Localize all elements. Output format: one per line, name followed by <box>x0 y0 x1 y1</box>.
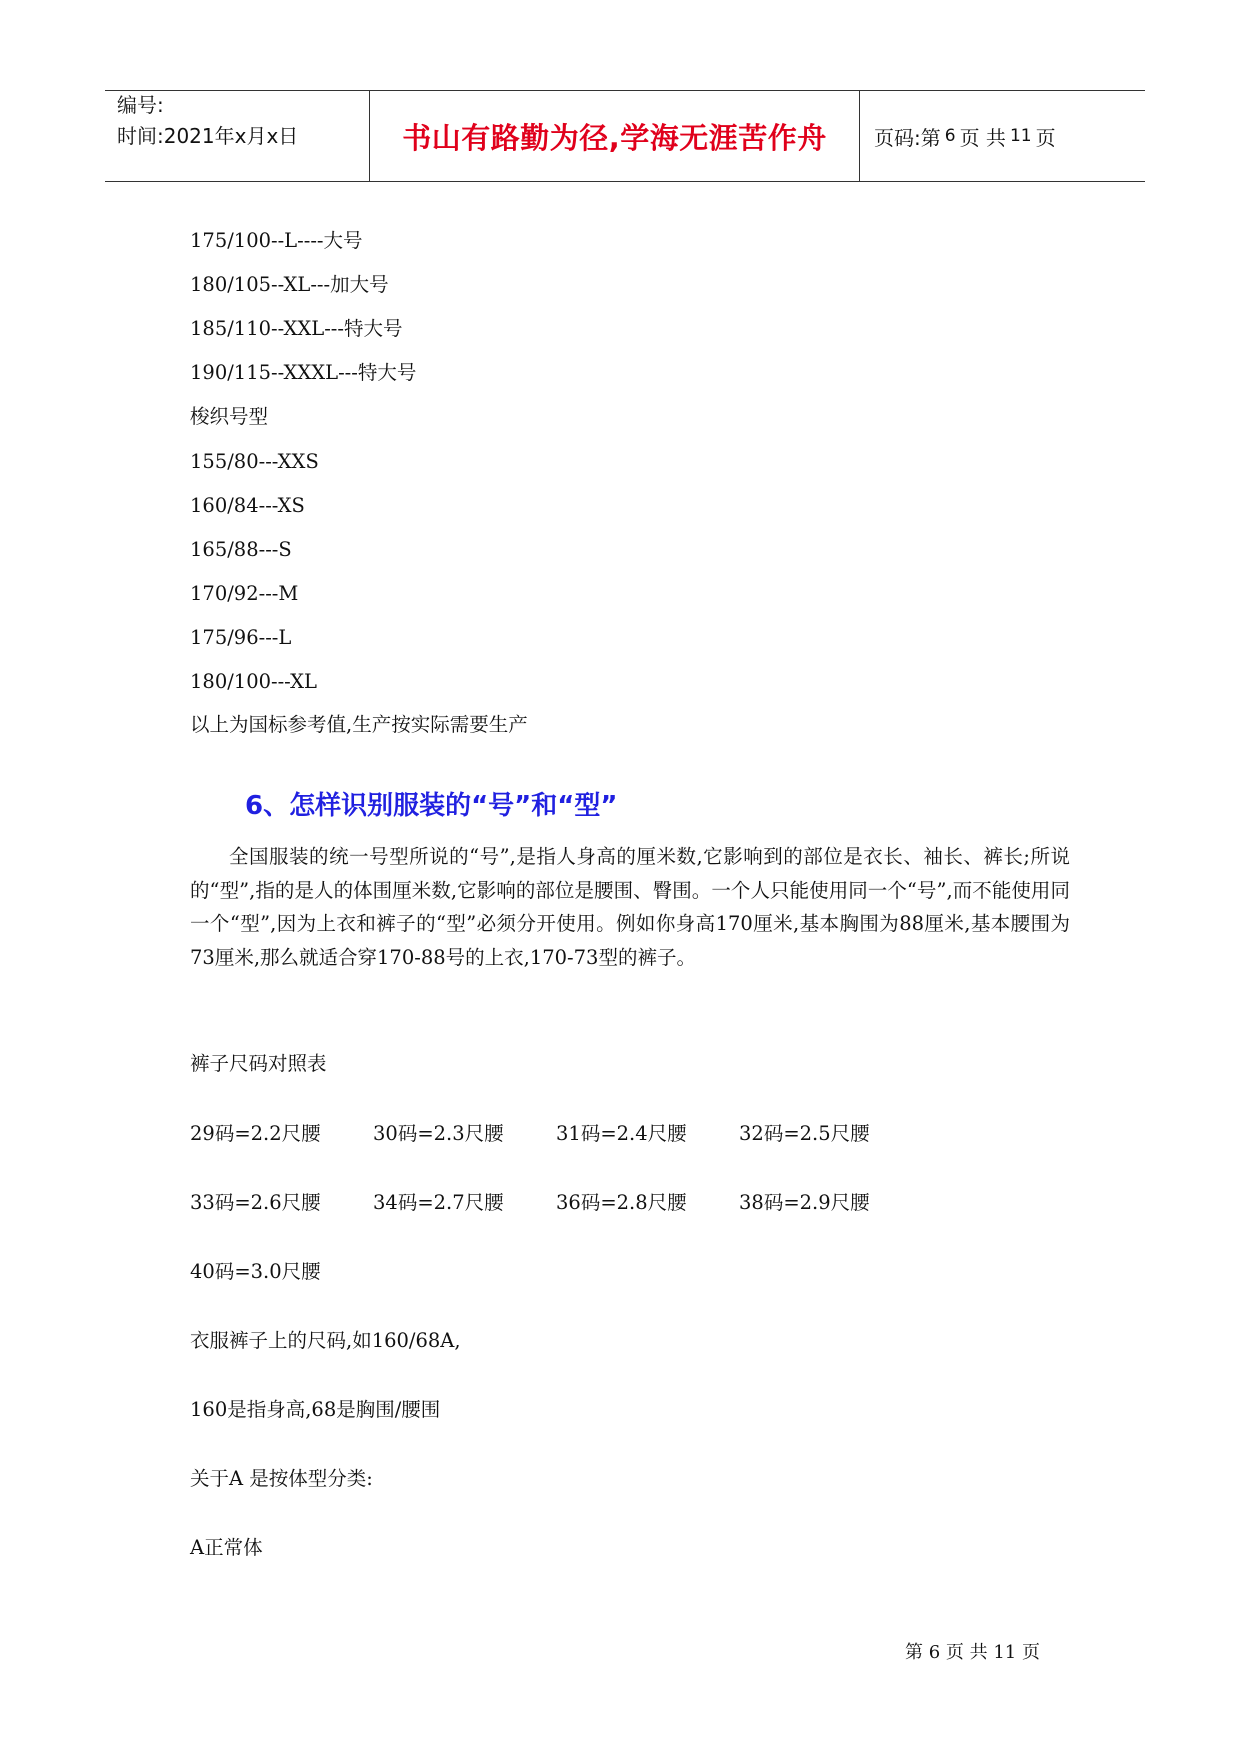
size-cell: 36码=2.8尺腰 <box>556 1191 687 1214</box>
section-heading: 6、怎样识别服装的“号”和“型” <box>245 791 618 821</box>
page-footer: 第 6 页 共 11 页 <box>905 1642 1040 1663</box>
size-cell: 30码=2.3尺腰 <box>373 1122 504 1145</box>
body-line: A正常体 <box>190 1536 263 1559</box>
body-line: 衣服裤子上的尺码,如160/68A, <box>190 1329 461 1352</box>
size-line: 160/84---XS <box>190 494 305 517</box>
header-page-number <box>860 91 1145 181</box>
size-cell: 33码=2.6尺腰 <box>190 1191 321 1214</box>
time-label: 时间:2021年x月x日 <box>117 124 299 148</box>
table-title: 裤子尺码对照表 <box>190 1052 327 1075</box>
size-line: 180/105--XL---加大号 <box>190 273 389 296</box>
page-prefix: 页码:第 <box>874 125 941 150</box>
size-cell: 29码=2.2尺腰 <box>190 1122 321 1145</box>
size-line: 155/80---XXS <box>190 450 319 473</box>
size-line: 185/110--XXL---特大号 <box>190 317 403 340</box>
subheading: 梭织号型 <box>190 405 269 428</box>
size-line: 175/100--L----大号 <box>190 229 363 252</box>
body-line: 160是指身高,68是胸围/腰围 <box>190 1398 441 1421</box>
page-suffix: 页 <box>1035 125 1056 150</box>
paragraph-text: 全国服装的统一号型所说的“号”,是指人身高的厘米数,它影响到的部位是衣长、袖长、裤长;所说的“型”,指的是人的体围厘米数,它影响的部位是腰围、臀围。一个人只能使用同一个“号”,而不能使用同一个“型”,因为上衣和裤子的“型”必须分开使用。例如你身高170厘米,基本胸围为88厘米,基本腰围为73厘米,那么就适合穿170-88号的上衣,170-73型的裤子。 <box>190 845 1070 969</box>
size-cell: 34码=2.7尺腰 <box>373 1191 504 1214</box>
size-line: 165/88---S <box>190 538 292 561</box>
page-num: 6 <box>944 126 956 146</box>
size-line: 175/96---L <box>190 626 292 649</box>
size-cell: 32码=2.5尺腰 <box>739 1122 870 1145</box>
size-cell: 40码=3.0尺腰 <box>190 1260 321 1283</box>
page-header <box>105 90 1145 182</box>
size-cell: 38码=2.9尺腰 <box>739 1191 870 1214</box>
page-mid: 页 共 <box>959 125 1006 150</box>
size-line: 180/100---XL <box>190 670 317 693</box>
body-paragraph <box>190 840 1070 974</box>
note-line: 以上为国标参考值,生产按实际需要生产 <box>190 713 528 736</box>
size-cell: 31码=2.4尺腰 <box>556 1122 687 1145</box>
number-label: 编号: <box>117 93 164 117</box>
header-motto: 书山有路勤为径,学海无涯苦作舟 <box>370 91 860 181</box>
page-total: 11 <box>1009 126 1032 146</box>
body-line: 关于A 是按体型分类: <box>190 1467 373 1490</box>
header-meta <box>105 91 370 181</box>
size-line: 190/115--XXXL---特大号 <box>190 361 417 384</box>
size-line: 170/92---M <box>190 582 299 605</box>
